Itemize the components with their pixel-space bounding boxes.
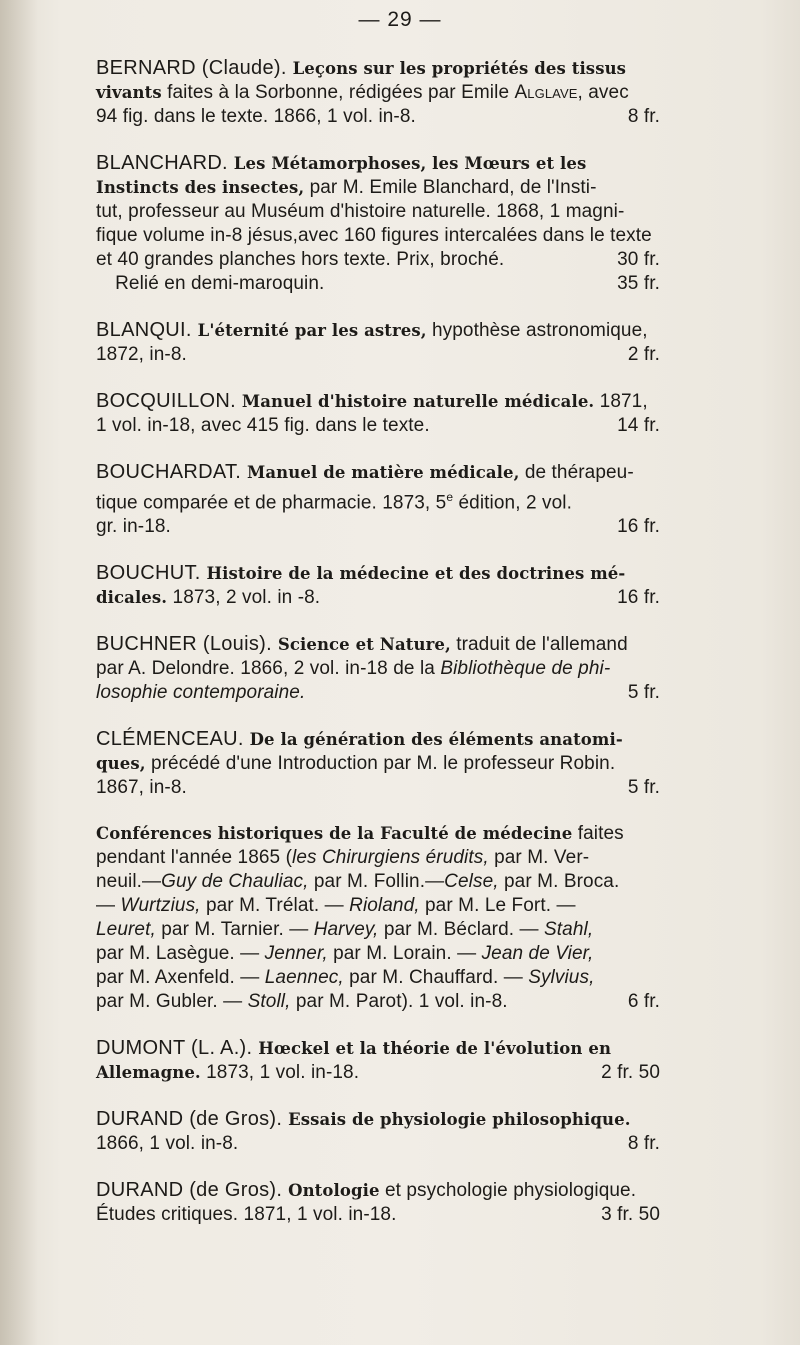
entry-text: tut, professeur au Muséum d'histoire naturelle. 1868, 1 magni- [96,201,625,222]
entry-text: — [96,895,121,917]
entry-text: hypothèse astronomique, [426,320,648,341]
entry-title: De la génération des éléments anatomi- [249,730,623,750]
entry-price: 2 fr. 50 [601,1062,660,1084]
entry-text: précédé d'une Introduction par M. le professeur Robin. [145,753,616,775]
entry-title: Essais de physiologie philosophique. [288,1110,631,1130]
entry-series: Bibliothèque de phi- [440,658,611,680]
entry-lecture: Stoll, [247,991,291,1013]
entry-lecture: Leuret, [96,919,156,941]
entry-lecture: Sylvius, [528,967,595,989]
entry-bocquillon [96,389,664,438]
entry-text: par A. Delondre. 1866, 2 vol. in-18 de la [96,658,441,680]
entry-title: ques, [96,754,146,774]
entry-author: BLANQUI. [96,319,198,341]
entry-text: faites [572,823,624,845]
entry-text: 1871, [594,391,648,412]
entry-text: par M. Emile Blanchard, de l'Insti- [304,177,597,198]
entry-text: faites à la Sorbonne, rédigées par Emile [167,82,515,103]
entry-title: L'éternité par les astres, [197,321,427,340]
entry-author: CLÉMENCEAU. [96,728,250,751]
entry-author: BOUCHUT. [96,562,207,585]
entry-title: dicales. [96,588,168,608]
entry-text: , avec [577,82,629,103]
entry-title: Hœckel et la théorie de l'évolution en [258,1039,612,1059]
entry-price: 16 fr. [617,516,660,538]
entry-dumont [96,1036,664,1085]
entry-title: Conférences historiques de la Faculté de médecine [96,824,573,844]
entry-price: 2 fr. [627,344,660,365]
entry-bernard [96,56,664,129]
entry-title: Manuel d'histoire naturelle médicale. [241,392,595,411]
entry-text: 1873, 1 vol. in-18. [200,1062,360,1084]
entry-text: 1872, in-8. [96,344,187,365]
entry-clemenceau [96,727,664,800]
entry-title: Science et Nature, [277,635,451,655]
entry-lecture: Jean de Vier, [481,943,594,965]
entry-buchner [96,632,664,705]
entry-text: pendant l'année 1865 ( [96,847,292,869]
entry-text: traduit de l'allemand [450,634,628,656]
entry-title: Les Métamorphoses, les Mœurs et les [233,154,587,173]
entry-lecture: Celse, [444,871,499,893]
entry-text: par M. Axenfeld. — [96,967,265,989]
entry-text: par M. Lasègue. — [96,943,265,965]
entry-lecture: Jenner, [264,943,328,965]
entry-title: Histoire de la médecine et des doctrines mé- [206,564,626,584]
page-number: — 29 — [358,8,442,31]
entry-title: Manuel de matière médicale, [247,463,520,482]
entry-text: et psychologie physiologique. [379,1180,637,1202]
entry-text: Études critiques. 1871, 1 vol. in-18. [96,1204,397,1226]
entry-author: DURAND (de Gros). [96,1108,289,1131]
entry-text: Alglave [514,82,578,103]
entry-text: 1867, in-8. [96,777,187,799]
entry-durand-ontologie [96,1178,664,1227]
entry-conferences [96,822,664,1014]
entry-text: par M. Ver- [488,847,590,869]
entry-text: gr. in-18. [96,516,171,538]
entry-title: vivants [96,83,162,102]
entry-price: 16 fr. [617,587,660,609]
entry-text: tique comparée et de pharmacie. 1873, 5 [96,492,447,514]
entry-text: par M. Follin.— [308,871,445,893]
entry-bouchardat [96,460,664,539]
entry-blanqui [96,318,664,367]
entry-text: neuil.— [96,871,162,893]
entry-author: BERNARD (Claude). [96,57,293,79]
entry-text: par M. Lorain. — [327,943,482,965]
entry-author: BOCQUILLON. [96,390,242,412]
entry-text: 1873, 2 vol. in -8. [167,587,321,609]
entry-text: par M. Le Fort. — [419,895,576,917]
entry-price: 35 fr. [617,273,660,294]
entry-title: Leçons sur les propriétés des tissus [292,59,627,78]
entry-price: 6 fr. [627,991,660,1013]
entry-lecture: Guy de Chauliac, [161,871,309,893]
entry-price: 8 fr. [627,1133,660,1155]
entry-text: 94 fig. dans le texte. 1866, 1 vol. in-8. [96,106,416,127]
entry-text: par M. Trélat. — [200,895,350,917]
entry-price: 14 fr. [617,415,660,436]
entry-price: 5 fr. [627,682,660,704]
entry-text: Relié en demi-maroquin. [115,273,325,294]
entry-durand-essais [96,1107,664,1156]
entry-text: par M. Gubler. — [96,991,248,1013]
binding-gutter [0,0,38,1345]
entry-author: BOUCHARDAT. [96,461,248,483]
entry-text: par M. Béclard. — [378,919,545,941]
entry-price: 8 fr. [627,106,660,127]
entry-author: BLANCHARD. [96,152,234,174]
entry-blanchard [96,151,664,296]
entry-text: par M. Broca. [498,871,620,893]
entry-text: par M. Chauffard. — [343,967,529,989]
entry-author: DUMONT (L. A.). [96,1037,259,1060]
entry-text: 1866, 1 vol. in-8. [96,1133,239,1155]
entry-author: DURAND (de Gros). [96,1179,289,1202]
entry-lecture: Laennec, [264,967,344,989]
entry-title: Allemagne. [96,1063,201,1083]
entry-title: Ontologie [288,1181,380,1201]
entry-text: édition, 2 vol. [453,492,572,514]
entry-text: 1 vol. in-18, avec 415 fig. dans le texte. [96,415,430,436]
entry-title: Instincts des insectes, [96,178,305,197]
entry-text: par M. Tarnier. — [155,919,314,941]
entry-bouchut [96,561,664,610]
catalogue-entries [96,56,664,1249]
entry-text: et 40 grandes planches hors texte. Prix, broché. [96,249,505,270]
entry-lecture: Rioland, [349,895,420,917]
entry-series: losophie contemporaine. [96,682,306,704]
entry-lecture: les Chirurgiens érudits, [292,847,489,869]
entry-price: 5 fr. [627,777,660,799]
entry-author: BUCHNER (Louis). [96,633,278,656]
entry-text: par M. Parot). 1 vol. in-8. [290,991,508,1013]
entry-price: 30 fr. [617,249,660,270]
entry-text: e [446,490,454,504]
entry-price: 3 fr. 50 [601,1204,660,1226]
entry-text: fique volume in-8 jésus,avec 160 figures intercalées dans le texte [96,225,652,246]
entry-lecture: Stahl, [544,919,594,941]
entry-text: de thérapeu- [519,462,634,483]
entry-lecture: Wurtzius, [120,895,201,917]
entry-lecture: Harvey, [313,919,379,941]
